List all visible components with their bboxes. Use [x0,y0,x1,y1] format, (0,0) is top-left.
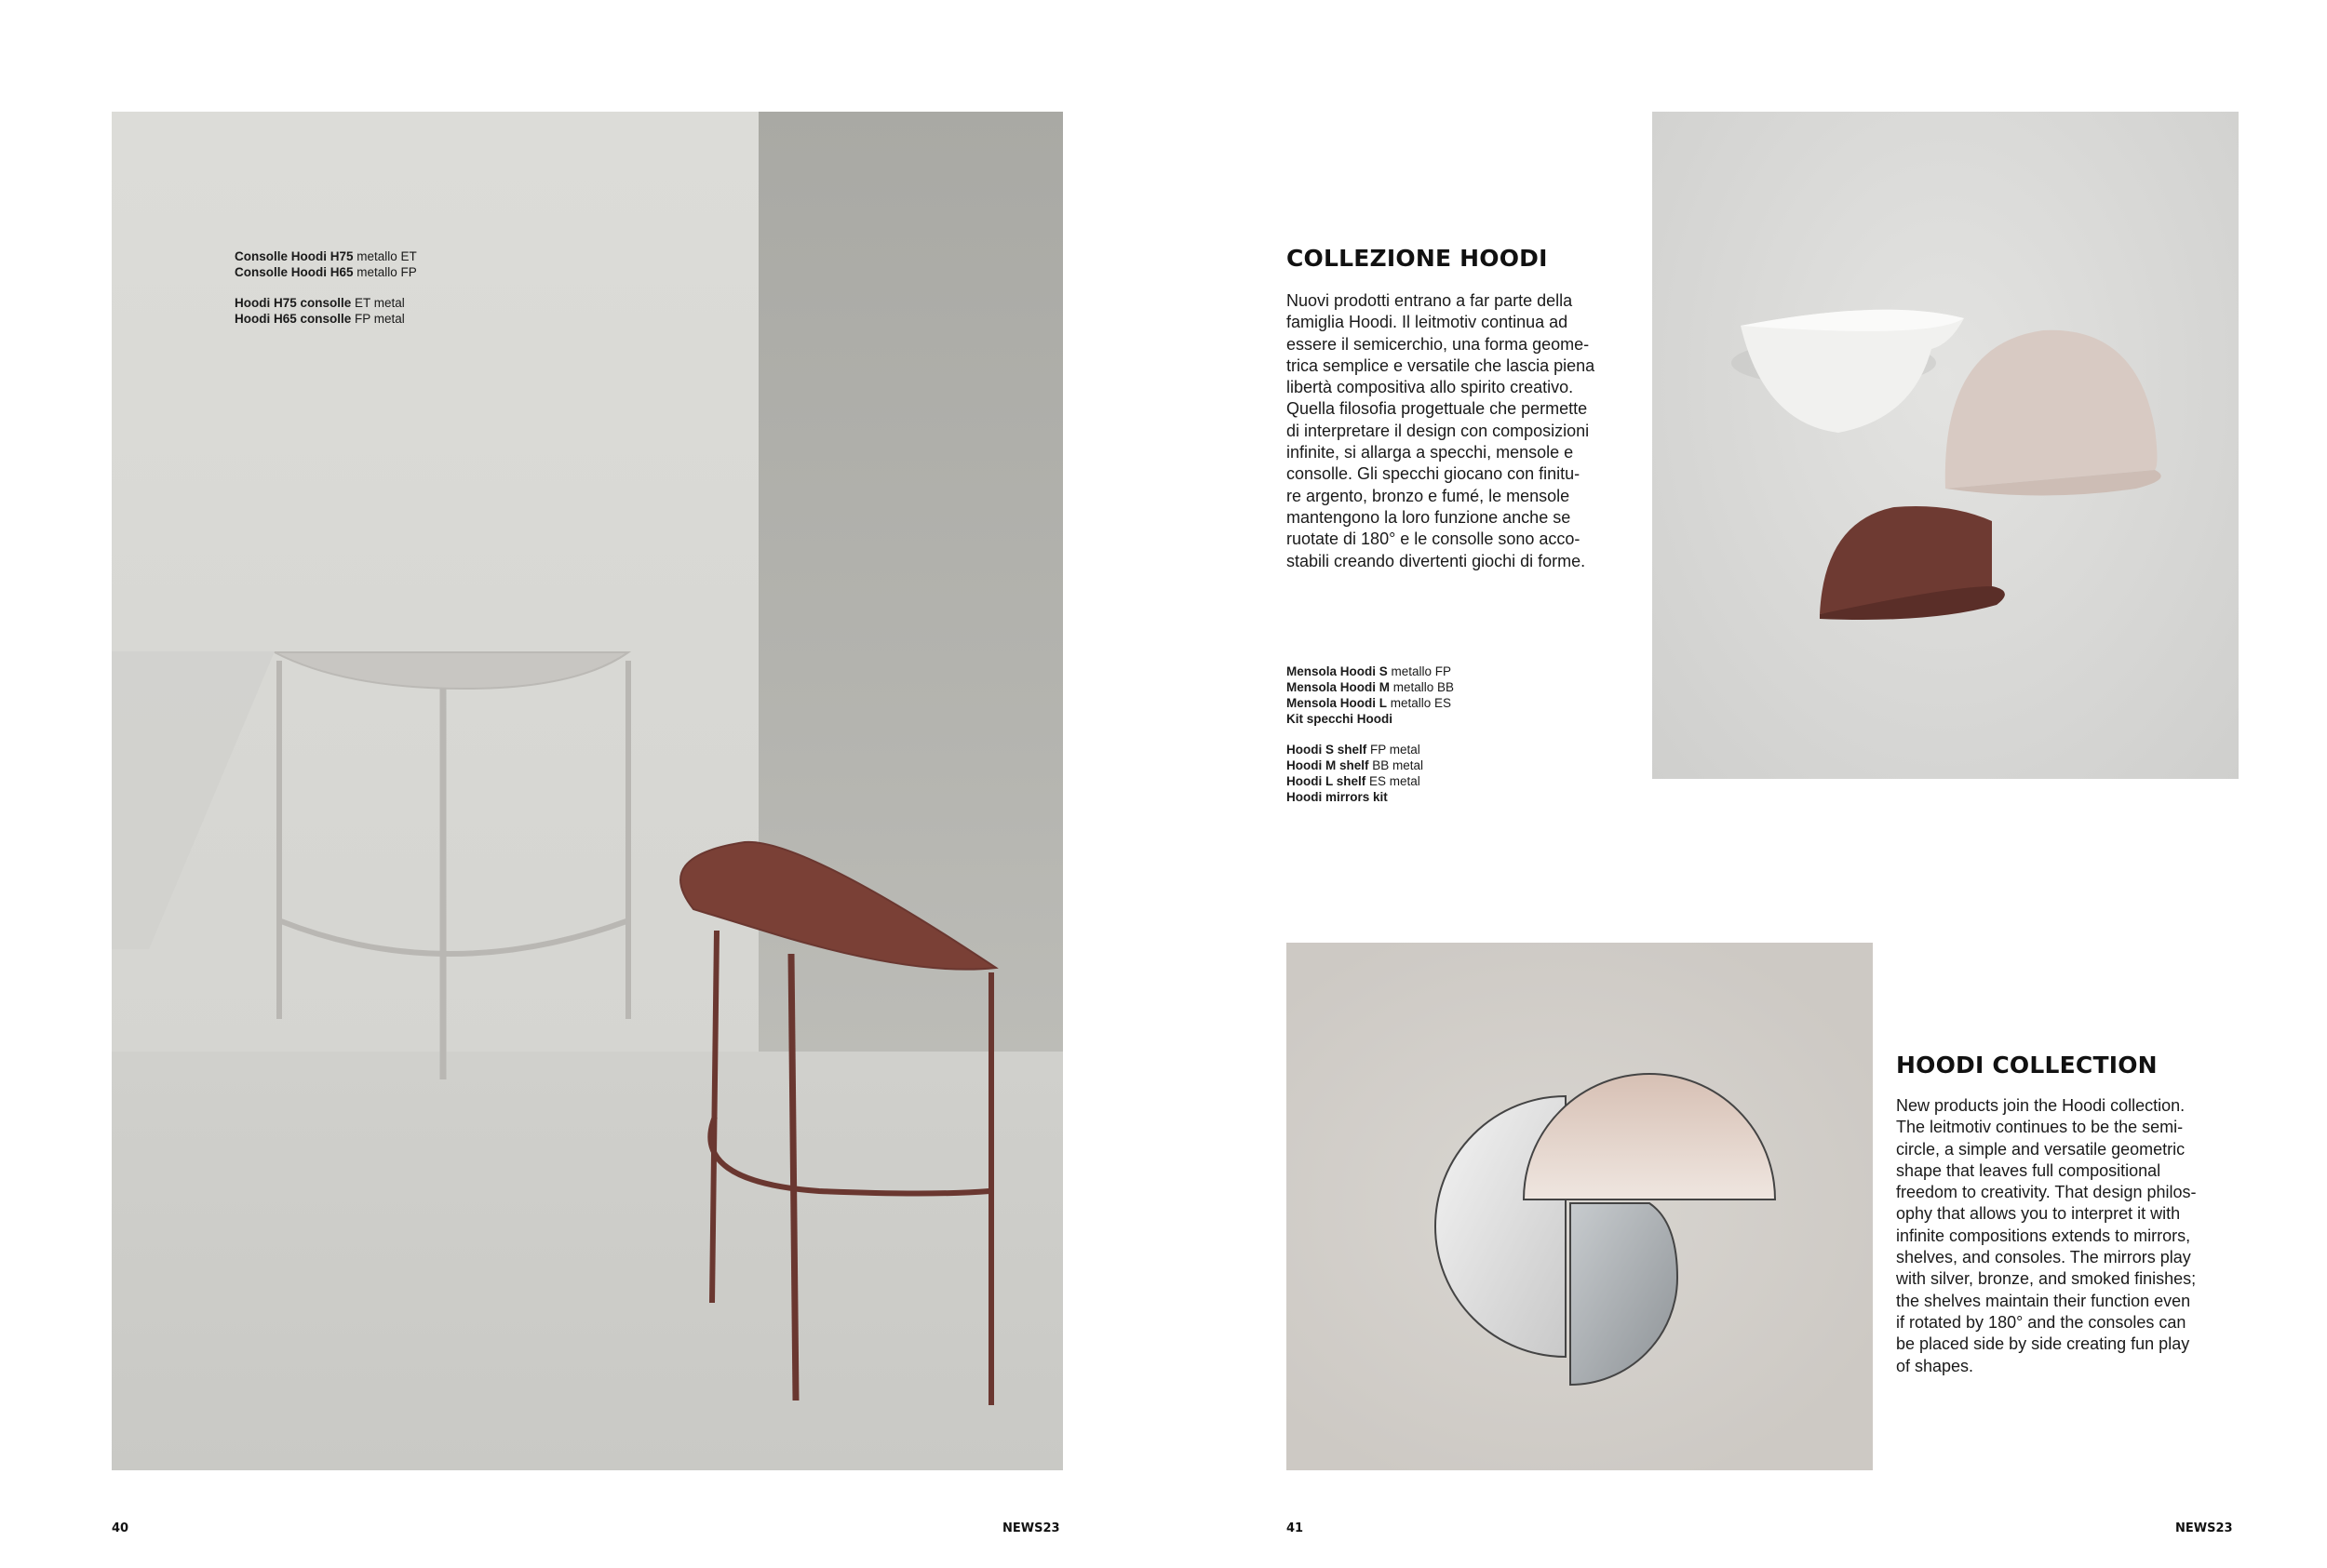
body-line: infinite compositions extends to mirrors, [1896,1226,2191,1245]
caption-line: Mensola Hoodi M metallo BB [1286,680,1455,694]
caption-line: Hoodi H75 consolle ET metal [235,296,405,310]
body-line: shelves, and consoles. The mirrors play [1896,1248,2191,1267]
body-line: New products join the Hoodi collection. [1896,1096,2186,1115]
caption-line: Hoodi H65 consolle FP metal [235,312,405,326]
body-line: with silver, bronze, and smoked finishes; [1896,1269,2197,1289]
body-italian [1286,290,1594,572]
shelves-illustration [1652,112,2239,779]
body-line: infinite, si allarga a specchi, mensole e [1286,443,1574,462]
body-english [1896,1095,2197,1377]
body-line: of shapes. [1896,1356,1974,1375]
caption-line: Hoodi L shelf ES metal [1286,774,1420,788]
mirrors-photo [1286,943,1873,1470]
caption-line: Consolle Hoodi H75 metallo ET [235,249,417,263]
body-line: The leitmotiv continues to be the semi- [1896,1118,2184,1137]
body-line: the shelves maintain their function even [1896,1291,2191,1310]
caption-line: Consolle Hoodi H65 metallo FP [235,265,417,279]
heading-italian: COLLEZIONE HOODI [1286,245,1548,272]
magazine-name-right: NEWS23 [2175,1521,2233,1535]
white-shelf [1731,310,1964,433]
body-line: libertà compositiva allo spirito creativo. [1286,378,1574,397]
body-line: di interpretare il design con composizioni [1286,421,1590,440]
caption-line: Mensola Hoodi L metallo ES [1286,696,1452,710]
rust-consolle [680,842,996,1405]
caption-line: Hoodi mirrors kit [1286,790,1388,804]
body-line: famiglia Hoodi. Il leitmotiv continua ad [1286,313,1568,332]
body-line: be placed side by side creating fun play [1896,1334,2190,1354]
page-number-left: 40 [112,1521,129,1535]
body-line: circle, a simple and versatile geometric [1896,1139,2186,1159]
consolle-captions [235,248,417,327]
body-line: ophy that allows you to interpret it with [1896,1204,2181,1224]
body-line: mantengono la loro funzione anche se [1286,507,1571,527]
caption-line: Hoodi S shelf FP metal [1286,743,1420,757]
body-line: Nuovi prodotti entrano a far parte della [1286,291,1573,310]
body-line: if rotated by 180° and the consoles can [1896,1312,2186,1332]
caption-line: Kit specchi Hoodi [1286,712,1393,726]
body-line: consolle. Gli specchi giocano con finitu- [1286,464,1580,484]
body-line: essere il semicerchio, una forma geome- [1286,334,1590,354]
rust-shelf [1820,506,2005,620]
page-number-right: 41 [1286,1521,1304,1535]
caption-line: Mensola Hoodi S metallo FP [1286,664,1452,678]
shelves-photo [1652,112,2239,779]
body-line: trica semplice e versatile che lascia piena [1286,355,1595,375]
body-line: freedom to creativity. That design philos- [1896,1183,2197,1202]
body-line: shape that leaves full compositional [1896,1160,2161,1180]
body-line: stabili creando divertenti giochi di forme. [1286,551,1586,570]
blush-shelf [1945,330,2161,496]
magazine-name-left: NEWS23 [1002,1521,1060,1535]
heading-english: HOODI COLLECTION [1896,1052,2158,1079]
mirrors-illustration [1286,943,1873,1470]
shelf-captions [1286,663,1454,805]
caption-line: Hoodi M shelf BB metal [1286,758,1424,772]
grey-consolle [275,652,628,1079]
body-line: Quella filosofia progettuale che permette [1286,399,1588,419]
body-line: ruotate di 180° e le consolle sono acco- [1286,529,1580,549]
body-line: re argento, bronzo e fumé, le mensole [1286,486,1570,505]
